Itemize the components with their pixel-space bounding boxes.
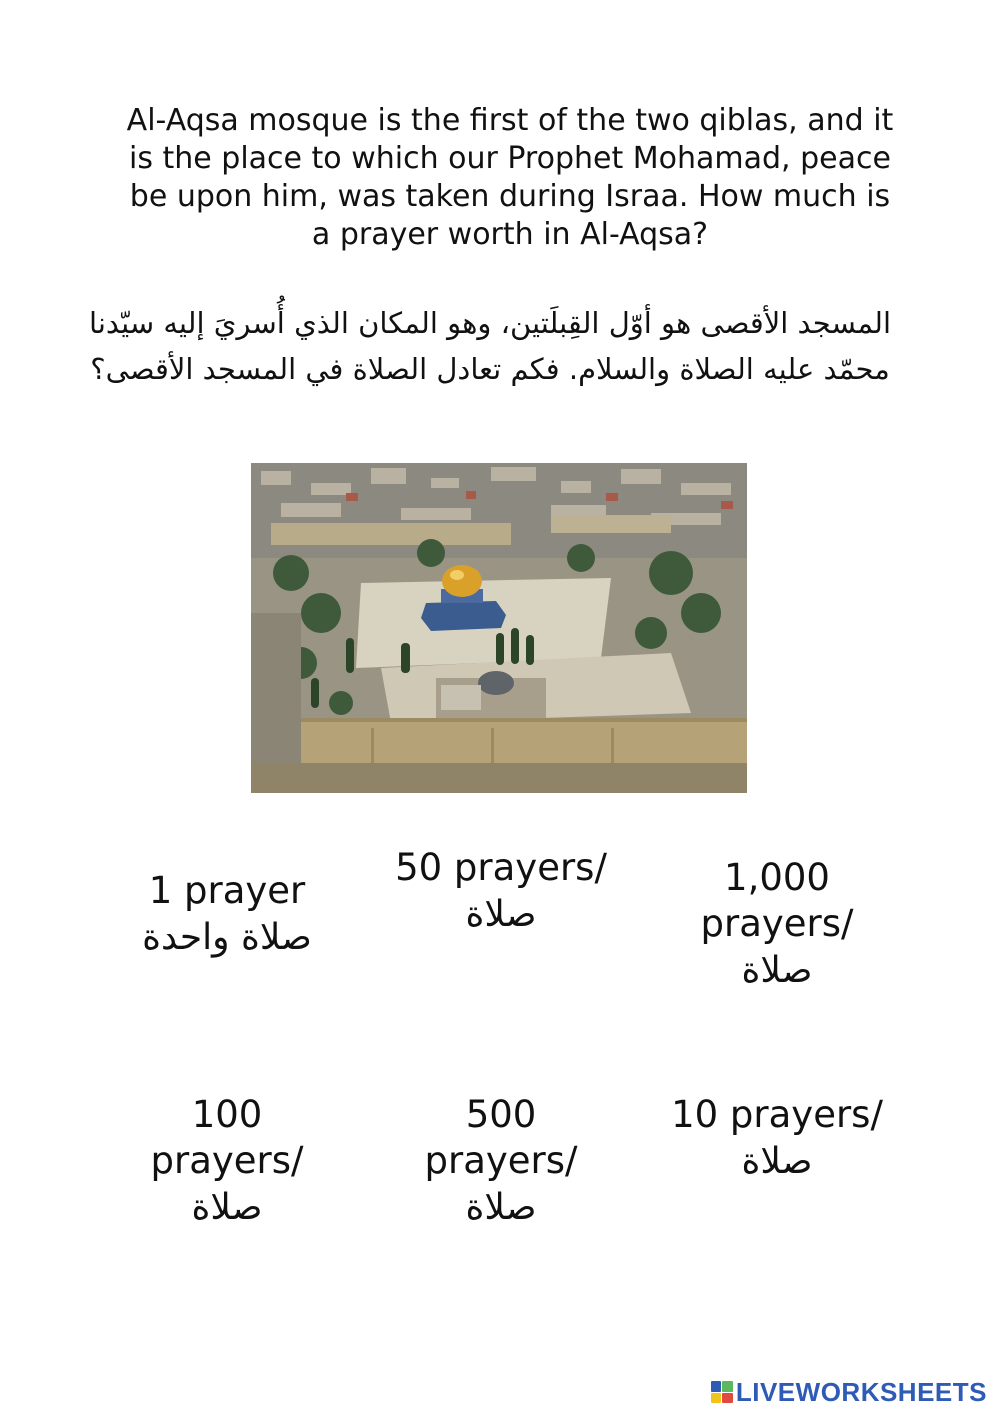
option-arabic-text: صلاة xyxy=(191,1187,263,1228)
liveworksheets-logo-icon xyxy=(711,1381,733,1403)
option-english-text: 1,000 prayers/ xyxy=(700,856,854,945)
answer-option-2[interactable] xyxy=(386,845,616,939)
option-english-text: 1 prayer xyxy=(148,869,306,912)
option-english-text: 500 prayers/ xyxy=(424,1093,578,1182)
option-english-text: 10 prayers/ xyxy=(671,1093,883,1136)
option-english-text: 100 prayers/ xyxy=(150,1093,304,1182)
option-english-text: 50 prayers/ xyxy=(395,846,607,889)
option-arabic-text: صلاة xyxy=(465,894,537,935)
question-arabic: المسجد الأقصى هو أوّل القِبلَتين، وهو المكان الذي أُسريَ إليه سيّدنا محمّد عليه الصلاة والسلام. فكم تعادل الصلاة في المسجد الأقصى؟ xyxy=(88,306,892,386)
answer-option-4[interactable] xyxy=(112,1092,342,1232)
answer-option-1[interactable] xyxy=(112,868,342,962)
liveworksheets-branding[interactable] xyxy=(711,1377,987,1407)
option-arabic-text: صلاة xyxy=(465,1187,537,1228)
option-arabic-text: صلاة xyxy=(741,950,813,991)
answer-option-5[interactable] xyxy=(386,1092,616,1232)
al-aqsa-photo xyxy=(251,463,747,793)
answer-option-6[interactable] xyxy=(662,1092,892,1186)
answer-option-3[interactable] xyxy=(662,855,892,995)
question-english: Al-Aqsa mosque is the first of the two qiblas, and it is the place to which our Prophet Mohamad, peace be upon him, was taken during Israa. How much is a prayer worth in Al-Aqsa? xyxy=(126,103,894,252)
option-arabic-text: صلاة واحدة xyxy=(142,917,312,958)
option-arabic-text: صلاة xyxy=(741,1141,813,1182)
brand-name: LIVEWORKSHEETS xyxy=(735,1376,987,1407)
